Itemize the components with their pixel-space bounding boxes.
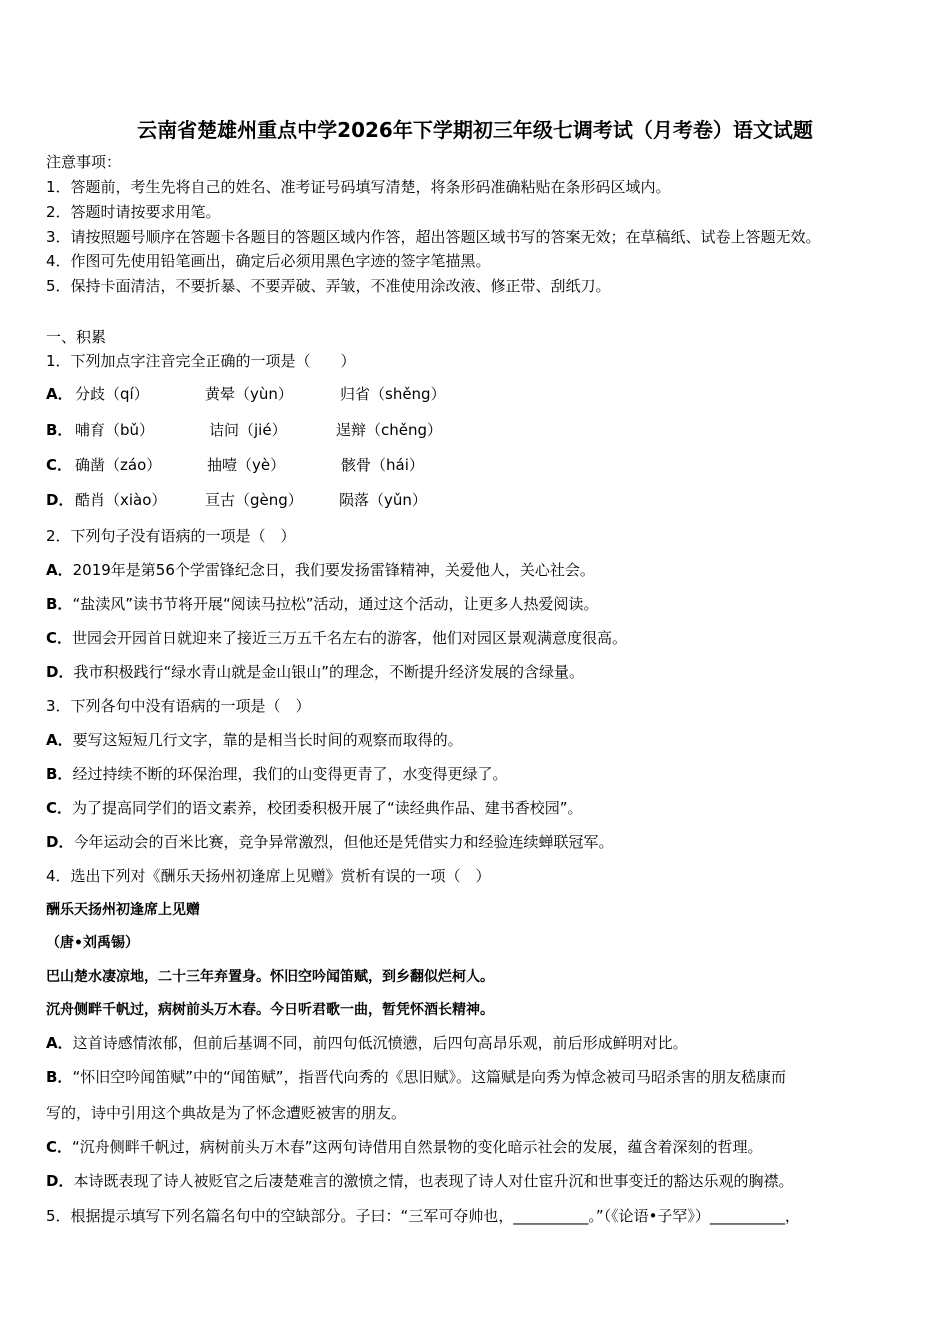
notice-heading: 注意事项：: [46, 153, 122, 171]
pinyin-item: 逞辩（chěng）: [336, 421, 443, 439]
question-4-option: [46, 1171, 793, 1191]
question-2-option: [46, 628, 627, 648]
notice-item: 1．答题前，考生先将自己的姓名、准考证号码填写清楚，将条形码准确粘贴在条形码区域内。: [46, 178, 671, 196]
option-text: 今年运动会的百米比赛，竞争异常激烈，但他还是凭借实力和经验连续蝉联冠军。: [73, 833, 614, 851]
notice-item: 2．答题时请按要求用笔。: [46, 203, 221, 221]
option-label: A．: [46, 731, 73, 749]
option-text: “怀旧空吟闻笛赋”中的“闻笛赋”，指晋代向秀的《思旧赋》。这篇赋是向秀为悼念被司马昭杀害的朋友嵇康而: [72, 1068, 787, 1086]
question-4-option-continued: 写的，诗中引用这个典故是为了怀念遭贬被害的朋友。: [46, 1104, 407, 1122]
option-label: A．: [46, 385, 73, 403]
poem-line: 巴山楚水凄凉地，二十三年弃置身。怀旧空吟闻笛赋，到乡翻似烂柯人。: [46, 969, 494, 985]
option-label: C．: [46, 629, 73, 647]
pinyin-item: 归省（shěng）: [340, 385, 446, 403]
option-label: A．: [46, 1034, 73, 1052]
page-title: 云南省楚雄州重点中学2026年下学期初三年级七调考试（月考卷）语文试题: [137, 118, 813, 142]
pinyin-item: 黄晕（yùn）: [205, 385, 293, 403]
option-label: B．: [46, 595, 73, 613]
option-label: C．: [46, 456, 73, 474]
option-text: 本诗既表现了诗人被贬官之后凄楚难言的激愤之情，也表现了诗人对仕宦升沉和世事变迁的豁达乐观的胸襟。: [73, 1172, 794, 1190]
question-2-option: [46, 662, 584, 682]
pinyin-item: 哺育（bǔ）: [75, 421, 155, 439]
option-text: 为了提高同学们的语文素养，校团委积极开展了“读经典作品、建书香校园”。: [72, 799, 583, 817]
poem-line: 沉舟侧畔千帆过，病树前头万木春。今日听君歌一曲，暂凭怀酒长精神。: [46, 1002, 494, 1018]
question-2-option: [46, 594, 599, 614]
question-3-option: [46, 798, 583, 818]
option-label: B．: [46, 1068, 73, 1086]
poem-author: （唐•刘禹锡）: [46, 935, 139, 951]
question-3-option: [46, 730, 463, 750]
question-4-option: [46, 1067, 786, 1087]
option-text: 这首诗感情浓郁，但前后基调不同，前四句低沉愤懑，后四句高昂乐观，前后形成鲜明对比。: [72, 1034, 688, 1052]
question-2-stem: 2．下列句子没有语病的一项是（ ）: [46, 527, 296, 545]
pinyin-item: 抽噎（yè）: [207, 456, 286, 474]
question-4-option: [46, 1033, 688, 1053]
option-label: D．: [46, 663, 74, 681]
question-1-stem: 1．下列加点字注音完全正确的一项是（ ）: [46, 352, 356, 370]
option-label: D．: [46, 491, 74, 509]
option-text: 经过持续不断的环保治理，我们的山变得更青了，水变得更绿了。: [72, 765, 508, 783]
pinyin-item: 骸骨（hái）: [341, 456, 424, 474]
option-text: “盐渎风”读书节将开展“阅读马拉松”活动，通过这个活动，让更多人热爱阅读。: [72, 595, 599, 613]
option-text: 世园会开园首日就迎来了接近三万五千名左右的游客，他们对园区景观满意度很高。: [72, 629, 628, 647]
pinyin-item: 亘古（gèng）: [205, 491, 303, 509]
option-label: C．: [46, 1138, 73, 1156]
question-3-stem: 3．下列各句中没有语病的一项是（ ）: [46, 697, 311, 715]
section-heading: 一、积累: [46, 328, 107, 346]
option-label: B．: [46, 765, 73, 783]
question-4-option: [46, 1137, 763, 1157]
pinyin-item: 诘问（jié）: [209, 421, 287, 439]
notice-item: 4．作图可先使用铅笔画出，确定后必须用黑色字迹的签字笔描黑。: [46, 252, 491, 270]
question-3-option: [46, 832, 613, 852]
option-label: C．: [46, 799, 73, 817]
poem-title: 酬乐天扬州初逢席上见赠: [46, 902, 200, 918]
pinyin-item: 陨落（yǔn）: [339, 491, 427, 509]
option-label: D．: [46, 833, 74, 851]
question-3-option: [46, 764, 507, 784]
notice-item: 3．请按照题号顺序在答题卡各题目的答题区域内作答，超出答题区域书写的答案无效；在草稿纸、试卷上答题无效。: [46, 228, 821, 246]
question-5-stem: 5．根据提示填写下列名篇名句中的空缺部分。子曰：“三军可夺帅也，__________。”（《论语•子罕》）__________，: [46, 1207, 800, 1225]
option-text: 我市积极践行“绿水青山就是金山银山”的理念，不断提升经济发展的含绿量。: [73, 663, 584, 681]
pinyin-item: 分歧（qí）: [75, 385, 149, 403]
option-label: B．: [46, 421, 73, 439]
option-text: 2019年是第56个学雷锋纪念日，我们要发扬雷锋精神，关爱他人，关心社会。: [72, 561, 595, 579]
option-text: “沉舟侧畔千帆过，病树前头万木春”这两句诗借用自然景物的变化暗示社会的发展，蕴含着深刻的哲理。: [72, 1138, 763, 1156]
pinyin-item: 确凿（záo）: [75, 456, 162, 474]
notice-item: 5．保持卡面清洁，不要折暴、不要弄破、弄皱，不准使用涂改液、修正带、刮纸刀。: [46, 277, 611, 295]
question-4-stem: 4．选出下列对《酬乐天扬州初逢席上见赠》赏析有误的一项（ ）: [46, 867, 491, 885]
pinyin-item: 酷肖（xiào）: [75, 491, 167, 509]
question-2-option: [46, 560, 595, 580]
option-label: A．: [46, 561, 73, 579]
option-label: D．: [46, 1172, 74, 1190]
option-text: 要写这短短几行文字，靠的是相当长时间的观察而取得的。: [72, 731, 463, 749]
